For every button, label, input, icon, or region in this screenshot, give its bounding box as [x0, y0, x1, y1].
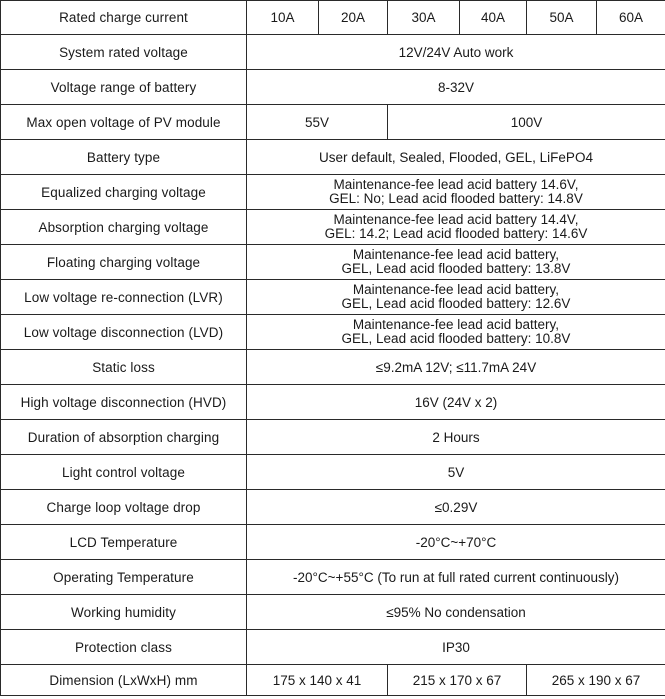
table-row	[1, 210, 665, 245]
table-row	[1, 140, 665, 175]
table-row	[1, 245, 665, 280]
cell-line: Maintenance-fee lead acid battery,	[352, 316, 560, 332]
cell-value: ≤9.2mA 12V; ≤11.7mA 24V	[247, 350, 665, 385]
cell-value: 20A	[319, 1, 388, 35]
cell-value-multiline	[247, 175, 665, 210]
cell-value: User default, Sealed, Flooded, GEL, LiFePO4	[247, 140, 665, 175]
cell-line: Maintenance-fee lead acid battery,	[352, 281, 560, 297]
cell-value: 100V	[388, 105, 665, 140]
cell-line: GEL: No; Lead acid flooded battery: 14.8V	[329, 191, 583, 206]
table-row	[1, 630, 665, 665]
row-label: Floating charging voltage	[1, 245, 247, 280]
table-row	[1, 105, 665, 140]
cell-value: 215 x 170 x 67	[388, 665, 527, 696]
row-label: Duration of absorption charging	[1, 420, 247, 455]
table-row	[1, 1, 665, 35]
cell-value: 12V/24V Auto work	[247, 35, 665, 70]
cell-value-multiline	[247, 245, 665, 280]
row-label: Charge loop voltage drop	[1, 490, 247, 525]
cell-value: 60A	[597, 1, 665, 35]
row-label: Max open voltage of PV module	[1, 105, 247, 140]
cell-value-multiline	[247, 210, 665, 245]
table-row	[1, 280, 665, 315]
row-label: Low voltage disconnection (LVD)	[1, 315, 247, 350]
cell-value: 16V (24V x 2)	[247, 385, 665, 420]
table-row	[1, 70, 665, 105]
row-label: High voltage disconnection (HVD)	[1, 385, 247, 420]
cell-value: ≤95% No condensation	[247, 595, 665, 630]
row-label: Rated charge current	[1, 1, 247, 35]
row-label: Low voltage re-connection (LVR)	[1, 280, 247, 315]
cell-value: 2 Hours	[247, 420, 665, 455]
table-row	[1, 175, 665, 210]
table-row	[1, 525, 665, 560]
table-row	[1, 385, 665, 420]
row-label: Absorption charging voltage	[1, 210, 247, 245]
cell-line: Maintenance-fee lead acid battery 14.4V,	[333, 211, 579, 227]
table-row	[1, 35, 665, 70]
cell-value: ≤0.29V	[247, 490, 665, 525]
cell-value: -20°C~+55°C (To run at full rated current continuously)	[247, 560, 665, 595]
table-row	[1, 315, 665, 350]
table-row	[1, 595, 665, 630]
row-label: Voltage range of battery	[1, 70, 247, 105]
cell-value: 8-32V	[247, 70, 665, 105]
row-label: Operating Temperature	[1, 560, 247, 595]
row-label: Protection class	[1, 630, 247, 665]
cell-value: 5V	[247, 455, 665, 490]
cell-value: 10A	[247, 1, 319, 35]
cell-line: GEL, Lead acid flooded battery: 13.8V	[341, 261, 571, 276]
cell-line: Maintenance-fee lead acid battery 14.6V,	[333, 176, 579, 192]
table-row	[1, 665, 665, 696]
cell-value: IP30	[247, 630, 665, 665]
cell-line: GEL, Lead acid flooded battery: 10.8V	[341, 331, 571, 346]
row-label: Equalized charging voltage	[1, 175, 247, 210]
cell-line: GEL: 14.2; Lead acid flooded battery: 14.6V	[324, 226, 588, 241]
row-label: Dimension (LxWxH) mm	[1, 665, 247, 696]
cell-value: 265 x 190 x 67	[527, 665, 665, 696]
row-label: Battery type	[1, 140, 247, 175]
cell-value: -20°C~+70°C	[247, 525, 665, 560]
table-row	[1, 420, 665, 455]
table-row	[1, 560, 665, 595]
cell-line: GEL, Lead acid flooded battery: 12.6V	[341, 296, 571, 311]
cell-value-multiline	[247, 280, 665, 315]
table-row	[1, 490, 665, 525]
cell-value: 50A	[527, 1, 597, 35]
row-label: LCD Temperature	[1, 525, 247, 560]
cell-value-multiline	[247, 315, 665, 350]
table-row	[1, 455, 665, 490]
row-label: Light control voltage	[1, 455, 247, 490]
cell-value: 30A	[388, 1, 460, 35]
row-label: System rated voltage	[1, 35, 247, 70]
row-label: Static loss	[1, 350, 247, 385]
cell-value: 55V	[247, 105, 388, 140]
cell-value: 175 x 140 x 41	[247, 665, 388, 696]
table-row	[1, 350, 665, 385]
row-label: Working humidity	[1, 595, 247, 630]
cell-line: Maintenance-fee lead acid battery,	[352, 246, 560, 262]
cell-value: 40A	[460, 1, 527, 35]
